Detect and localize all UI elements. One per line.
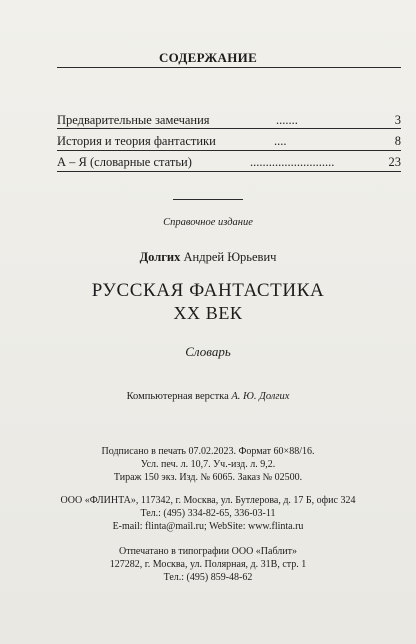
book-title: РУССКАЯ ФАНТАСТИКА [91,280,325,301]
toc-entry [57,133,401,149]
toc-entry-page: 3 [394,113,401,127]
author-surname: Долгих [139,250,181,264]
toc-entry-page: 23 [388,155,401,169]
printer-line: 127282, г. Москва, ул. Полярная, д. 31В, стр. 1 [109,559,307,570]
toc-entry-label: Предварительные замечания [57,113,210,127]
book-subtitle: XX ВЕК [173,303,243,323]
imprint-line: Усл. печ. л. 10,7. Уч.-изд. л. 9,2. [140,459,276,470]
printer-line: Отпечатано в типографии ООО «Паблит» [118,546,298,557]
printer-line: Тел.: (495) 859-48-62 [163,572,253,583]
contents-title: СОДЕРЖАНИЕ [158,50,258,65]
contents-top-rule [57,67,401,68]
publisher-line: Тел.: (495) 334-82-65, 336-03-11 [140,508,276,519]
reference-edition-label: Справочное издание [163,217,253,228]
toc-entry [57,112,401,128]
publisher-line: E-mail: flinta@mail.ru; WebSite: www.flinta.ru [112,521,304,532]
toc-entry-label: История и теория фантастики [57,134,216,148]
toc-entry-rule [57,150,401,151]
layout-credit-label: Компьютерная верстка [126,391,229,402]
toc-entry-dots: ....... [276,113,298,127]
layout-credit-person: А. Ю. Долгих [231,391,290,402]
author-given-name: Андрей Юрьевич [183,250,277,264]
toc-entry-label: А – Я (словарные статьи) [57,155,192,169]
toc-entry-dots: ........................... [250,155,335,169]
toc-entry-rule [57,171,401,172]
section-divider [173,199,243,200]
toc-entry-dots: .... [274,134,287,148]
publisher-line: ООО «ФЛИНТА», 117342, г. Москва, ул. Бутлерова, д. 17 Б, офис 324 [60,495,356,506]
layout-credit [0,391,416,402]
author-line [0,250,416,265]
toc-entry-rule [57,128,401,129]
imprint-line: Тираж 150 экз. Изд. № 6065. Заказ № 02500. [113,472,303,483]
toc-entry [57,154,401,170]
genre-label: Словарь [185,344,231,359]
toc-entry-page: 8 [394,134,401,148]
imprint-line: Подписано в печать 07.02.2023. Формат 60×88/16. [101,446,315,457]
